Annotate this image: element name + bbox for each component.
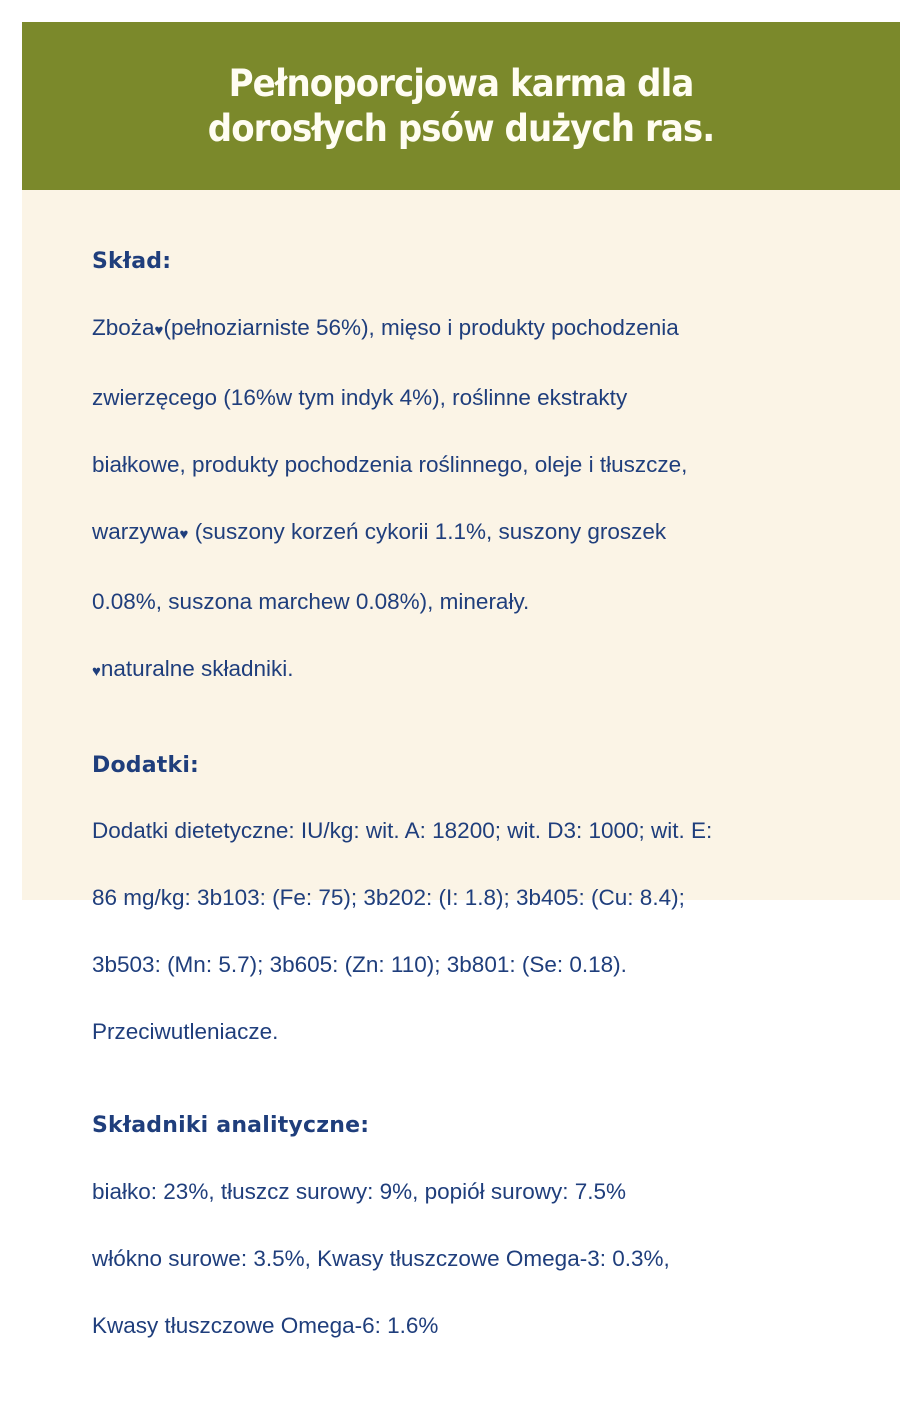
product-info-panel [22, 22, 900, 1338]
analytical-line: Kwasy tłuszczowe Omega-6: 1.6% [92, 1312, 439, 1338]
composition-text [92, 277, 852, 722]
composition-line [92, 381, 852, 415]
composition-line [92, 311, 852, 348]
page-title [167, 61, 756, 151]
text-fragment: naturalne składniki. [100, 655, 294, 681]
additives-text [92, 781, 852, 1083]
additives-line: Przeciwutleniacze. [92, 1019, 279, 1044]
analytical-line: białko: 23%, tłuszcz surowy: 9%, popiół surowy: 7.5% [92, 1178, 626, 1204]
title-line-1: Pełnoporcjowa karma dla [228, 62, 694, 105]
heart-icon: ♥ [179, 525, 189, 543]
title-line-2: dorosłych psów dużych ras. [207, 107, 715, 150]
section-heading-composition: Skład: [92, 249, 172, 274]
composition-line [92, 448, 852, 482]
text-fragment: 0.08%, suszona marchew 0.08%), minerały. [92, 588, 530, 614]
additives-line: 3b503: (Mn: 5.7); 3b605: (Zn: 110); 3b801: (Se: 0.18). [92, 952, 627, 977]
additives-line: Dodatki dietetyczne: IU/kg: wit. A: 18200; wit. D3: 1000; wit. E: [92, 818, 713, 843]
composition-line [92, 585, 852, 619]
heart-icon: ♥ [92, 662, 101, 680]
section-heading-analytical: Składniki analityczne: [92, 1113, 370, 1138]
text-fragment: (pełnoziarniste 56%), mięso i produkty pochodzenia [163, 314, 679, 340]
section-composition [92, 247, 852, 722]
text-fragment: Zboża [92, 314, 155, 340]
analytical-line: włókno surowe: 3.5%, Kwasy tłuszczowe Omega-3: 0.3%, [92, 1245, 670, 1271]
composition-line [92, 652, 852, 689]
section-analytical [92, 1111, 852, 1376]
text-fragment: białkowe, produkty pochodzenia roślinnego, oleje i tłuszcze, [92, 451, 688, 477]
content-area [92, 247, 852, 1405]
heart-icon: ♥ [154, 321, 164, 339]
section-additives [92, 751, 852, 1083]
analytical-text [92, 1141, 852, 1376]
header-banner [22, 22, 900, 190]
text-fragment: (suszony korzeń cykorii 1.1%, suszony groszek [188, 518, 667, 544]
composition-line [92, 515, 852, 552]
text-fragment: warzywa [92, 518, 180, 544]
text-fragment: zwierzęcego (16%w tym indyk 4%), roślinne ekstrakty [92, 384, 628, 410]
section-heading-additives: Dodatki: [92, 752, 200, 778]
additives-line: 86 mg/kg: 3b103: (Fe: 75); 3b202: (I: 1.8); 3b405: (Cu: 8.4); [92, 885, 685, 910]
